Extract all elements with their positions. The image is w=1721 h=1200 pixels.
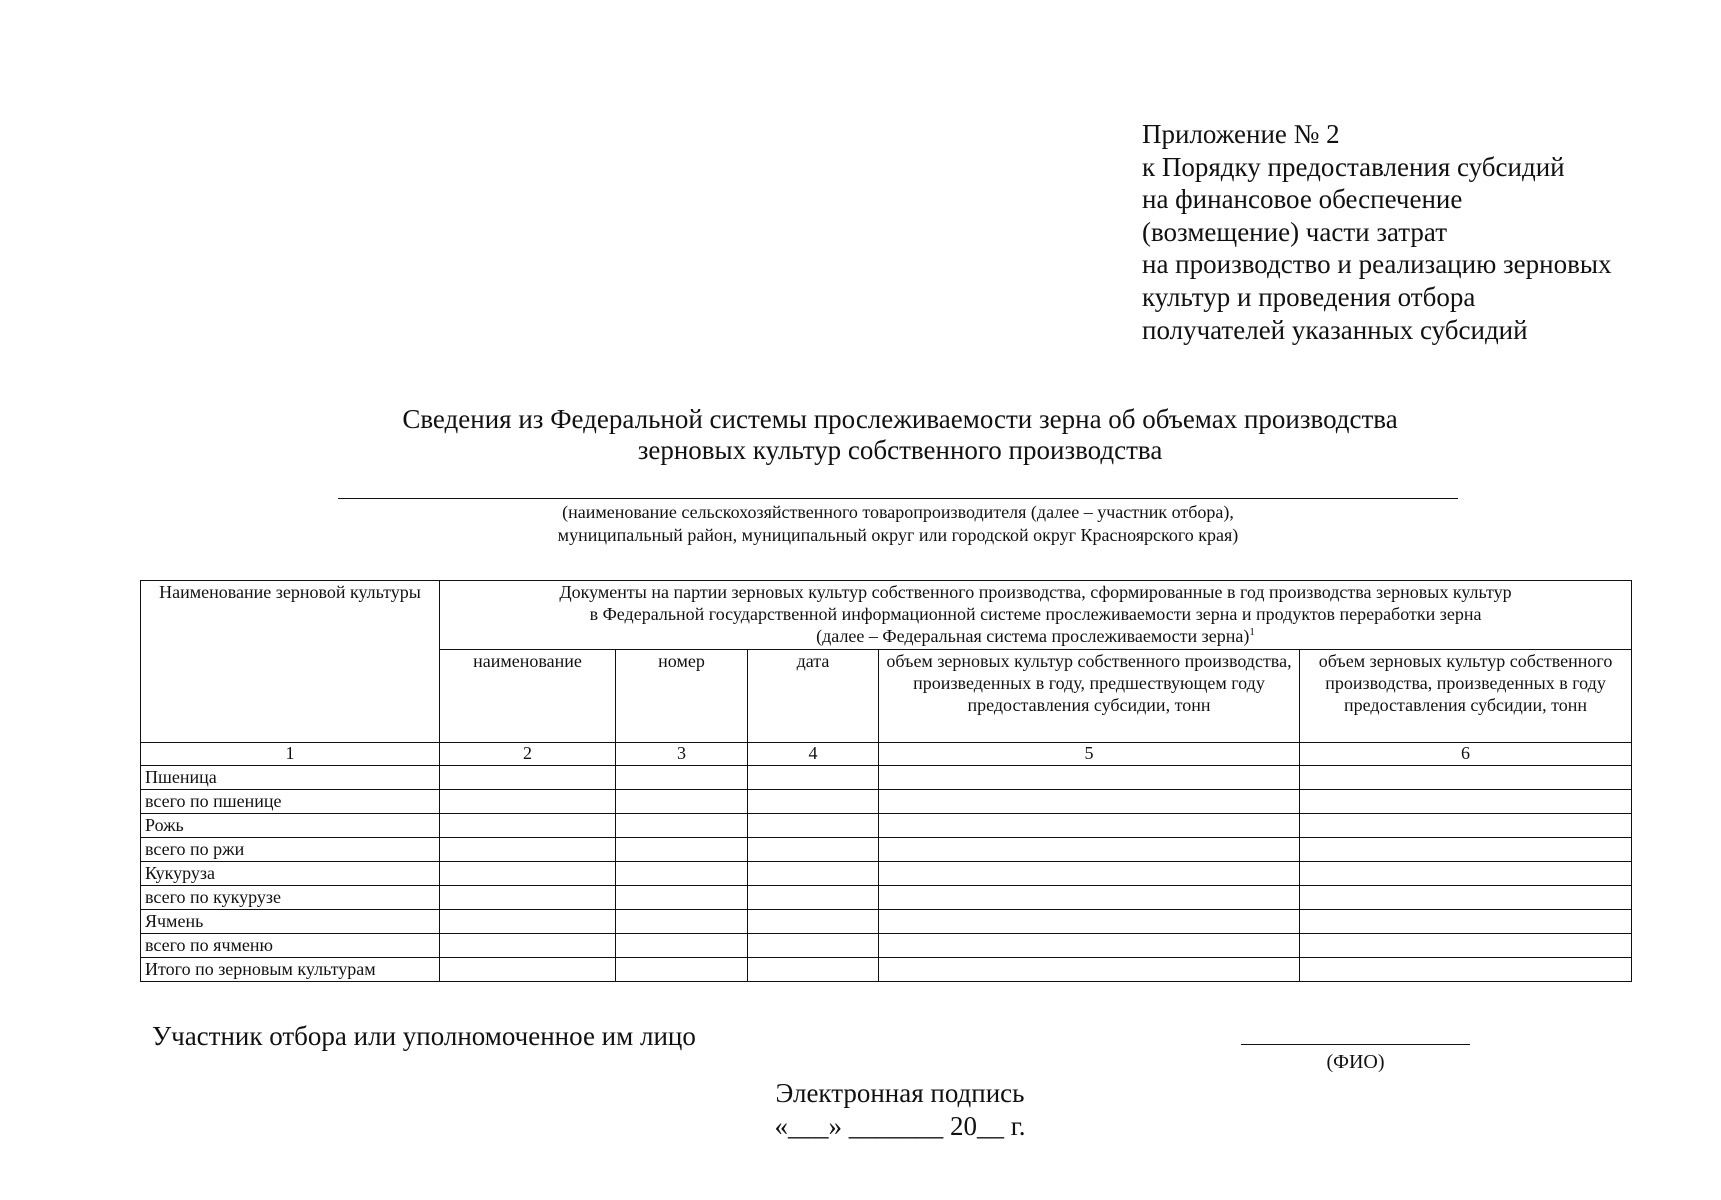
row-label: всего по пшенице <box>141 790 440 814</box>
column-number: 1 <box>141 743 440 766</box>
subheader-number: номер <box>616 650 748 743</box>
electronic-signature-label: Электронная подпись <box>775 1078 1025 1108</box>
caption-line-2: муниципальный район, муниципальный округ или городской округ Красноярского края) <box>557 525 1239 545</box>
row-label: всего по ржи <box>141 838 440 862</box>
appendix-line: к Порядку предоставления субсидий <box>1142 151 1565 182</box>
table-cell <box>748 958 879 982</box>
title-line-2: зерновых культур собственного производства <box>637 435 1163 465</box>
table-row <box>141 862 1632 886</box>
appendix-line: на производство и реализацию зерновых <box>1142 249 1612 280</box>
producer-name-caption <box>338 501 1458 547</box>
subheader-name: наименование <box>440 650 616 743</box>
grain-data-table <box>140 580 1632 982</box>
table-cell <box>440 790 616 814</box>
table-cell <box>1300 886 1632 910</box>
date-blank: «___» _______ 20__ г. <box>774 1111 1026 1141</box>
table-row <box>141 814 1632 838</box>
subheader-volume-current-year: объем зерновых культур собственного производства, произведенных в году предоставления субсидии, тонн <box>1300 650 1632 743</box>
table-cell <box>616 766 748 790</box>
footnote-mark: 1 <box>1249 626 1255 638</box>
table-cell <box>440 814 616 838</box>
table-cell <box>1300 766 1632 790</box>
table-cell <box>879 910 1300 934</box>
table-cell <box>879 814 1300 838</box>
appendix-header <box>1142 118 1702 346</box>
table-cell <box>748 910 879 934</box>
table-cell <box>440 838 616 862</box>
table-cell <box>1300 862 1632 886</box>
table-cell <box>616 934 748 958</box>
table-cell <box>616 814 748 838</box>
fio-label: (ФИО) <box>1326 1051 1385 1073</box>
table-cell <box>879 934 1300 958</box>
subheader-date: дата <box>748 650 879 743</box>
column-number: 3 <box>616 743 748 766</box>
table-cell <box>748 766 879 790</box>
table-cell <box>616 838 748 862</box>
column-number: 6 <box>1300 743 1632 766</box>
table-cell <box>616 910 748 934</box>
table-row <box>141 790 1632 814</box>
table-cell <box>879 958 1300 982</box>
row-label: всего по ячменю <box>141 934 440 958</box>
column-number: 2 <box>440 743 616 766</box>
table-row <box>141 910 1632 934</box>
row-label: Рожь <box>141 814 440 838</box>
document-title <box>300 404 1500 466</box>
table-cell <box>879 790 1300 814</box>
table-cell <box>879 838 1300 862</box>
table-cell <box>748 814 879 838</box>
header-crop-name: Наименование зерновой культуры <box>141 581 440 743</box>
table-cell <box>440 862 616 886</box>
table-cell <box>616 958 748 982</box>
title-line-1: Сведения из Федеральной системы прослеживаемости зерна об объемах производства <box>402 404 1398 434</box>
table-cell <box>1300 790 1632 814</box>
appendix-line: (возмещение) части затрат <box>1142 216 1448 247</box>
table-cell <box>1300 934 1632 958</box>
table-row <box>141 766 1632 790</box>
group-header-line-1: Документы на партии зерновых культур собственного производства, сформированные в год производства зерновых культур <box>559 582 1512 602</box>
table-row <box>141 838 1632 862</box>
table-cell <box>748 934 879 958</box>
table-cell <box>440 886 616 910</box>
table-cell <box>1300 910 1632 934</box>
group-header-line-3 <box>443 625 1628 647</box>
table-cell <box>1300 958 1632 982</box>
column-number: 4 <box>748 743 879 766</box>
table-row <box>141 886 1632 910</box>
table-row-total <box>141 958 1632 982</box>
table-cell <box>616 886 748 910</box>
table-cell <box>440 766 616 790</box>
table-cell <box>616 862 748 886</box>
appendix-line: Приложение № 2 <box>1142 119 1340 149</box>
table-cell <box>879 886 1300 910</box>
table-cell <box>440 958 616 982</box>
table-cell <box>748 838 879 862</box>
row-label: Итого по зерновым культурам <box>141 958 440 982</box>
caption-line-1: (наименование сельскохозяйственного товаропроизводителя (далее – участник отбора), <box>562 502 1234 522</box>
appendix-line: на финансовое обеспечение <box>1142 184 1463 215</box>
table-cell <box>879 766 1300 790</box>
table-cell <box>1300 838 1632 862</box>
table-cell <box>440 910 616 934</box>
table-cell <box>616 790 748 814</box>
row-label: Пшеница <box>141 766 440 790</box>
group-header-line-2: в Федеральной государственной информационной системе прослеживаемости зерна и продуктов переработки зерна <box>589 604 1482 624</box>
row-label: всего по кукурузе <box>141 886 440 910</box>
table-row <box>141 934 1632 958</box>
table-cell <box>1300 814 1632 838</box>
signer-label: Участник отбора или уполномоченное им лицо <box>152 1021 696 1051</box>
header-documents-group <box>440 581 1632 650</box>
fio-signature-line <box>1241 1044 1470 1045</box>
table-cell <box>748 790 879 814</box>
group-header-text: (далее – Федеральная система прослеживаемости зерна) <box>816 626 1250 646</box>
column-number: 5 <box>879 743 1300 766</box>
row-label: Кукуруза <box>141 862 440 886</box>
producer-name-line <box>338 498 1458 499</box>
row-label: Ячмень <box>141 910 440 934</box>
table-cell <box>748 886 879 910</box>
table-cell <box>748 862 879 886</box>
table-cell <box>879 862 1300 886</box>
subheader-volume-prev-year: объем зерновых культур собственного производства, произведенных в году, предшествующем году предоставления субсидии, тонн <box>879 650 1300 743</box>
table-cell <box>440 934 616 958</box>
appendix-line: культур и проведения отбора <box>1142 281 1476 312</box>
appendix-line: получателей указанных субсидий <box>1142 314 1528 345</box>
